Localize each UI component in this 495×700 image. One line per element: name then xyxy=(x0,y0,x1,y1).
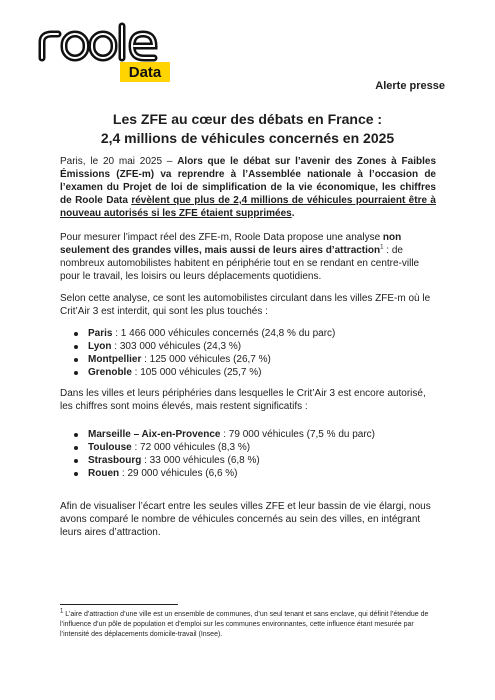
data-badge-text: Data xyxy=(128,64,162,81)
zfe-cities-list xyxy=(60,327,436,379)
intro-highlight: révèlent que plus de 2,4 millions de véhicules pourraient être à nouveau autorisés si les ZFE étaient supprimées xyxy=(60,195,436,219)
method-rest: : de nombreux automobilistes habitent en périphérie tout en se rendant en centre-ville pour le travail, les loisirs ou leurs déplacements quotidiens. xyxy=(60,245,420,282)
method-bold: non seulement des grandes villes, mais aussi de leurs aires d’attraction xyxy=(60,232,402,256)
press-alert-label: Alerte presse xyxy=(375,80,445,92)
intro-bold: Alors que le débat sur l’avenir des Zones à Faibles Émissions (ZFE-m) va reprendre à l’Assemblée nationale à l’occasion de l’examen du Projet de loi de simplification de la vie économique, les chiffres de Roole Data xyxy=(60,156,437,206)
list-item: Grenoble : 105 000 véhicules (25,7 %) xyxy=(60,366,436,379)
list-item: Montpellier : 125 000 véhicules (26,7 %) xyxy=(60,353,436,366)
periphery-paragraph: Dans les villes et leurs périphéries dans lesquelles le Crit’Air 3 est encore autorisé, les chiffres sont moins élevés, mais restent significatifs : xyxy=(60,388,426,412)
roole-data-logo xyxy=(36,22,176,84)
footnote-number: 1 xyxy=(60,608,64,615)
footnote-divider xyxy=(60,604,178,605)
page-title xyxy=(40,110,455,148)
list-item: Toulouse : 72 000 véhicules (8,3 %) xyxy=(60,441,436,454)
list-item: Strasbourg : 33 000 véhicules (6,8 %) xyxy=(60,454,436,467)
dateline: Paris, le 20 mai 2025 – xyxy=(60,156,178,167)
footnote-ref: 1 xyxy=(380,244,384,251)
intro-paragraph xyxy=(60,155,436,220)
method-lead: Pour mesurer l’impact réel des ZFE-m, Roole Data propose une analyse xyxy=(60,232,383,243)
title-line-1: Les ZFE au cœur des débats en France : xyxy=(112,111,383,127)
footnote xyxy=(60,610,436,640)
title-line-2: 2,4 millions de véhicules concernés en 2025 xyxy=(100,130,395,146)
list-item: Paris : 1 466 000 véhicules concernés (24,8 % du parc) xyxy=(60,327,436,340)
method-paragraph xyxy=(60,231,436,283)
intro-end: . xyxy=(291,208,295,219)
roole-logo-graphic xyxy=(36,22,176,84)
analysis-paragraph: Selon cette analyse, ce sont les automobilistes circulant dans les villes ZFE-m où le Crit’Air 3 est interdit, qui sont les plus touchés : xyxy=(60,293,431,317)
authorized-cities-list xyxy=(60,428,436,480)
list-item: Rouen : 29 000 véhicules (6,6 %) xyxy=(60,467,436,480)
list-item: Marseille – Aix-en-Provence : 79 000 véhicules (7,5 % du parc) xyxy=(60,428,436,441)
footnote-text: L’aire d’attraction d’une ville est un ensemble de communes, d’un seul tenant et sans enclave, qui définit l’étendue de l’influence d’un pôle de population et d’emploi sur les communes environnantes, cette influence étant mesurée par l’intensité des déplacements domicile-travail (Insee). xyxy=(60,611,429,638)
comparison-paragraph: Afin de visualiser l’écart entre les seules villes ZFE et leur bassin de vie élargi, nous avons comparé le nombre de véhicules concernés au sein des villes, en intégrant leurs aires d’attraction. xyxy=(60,501,431,538)
list-item: Lyon : 303 000 véhicules (24,3 %) xyxy=(60,340,436,353)
